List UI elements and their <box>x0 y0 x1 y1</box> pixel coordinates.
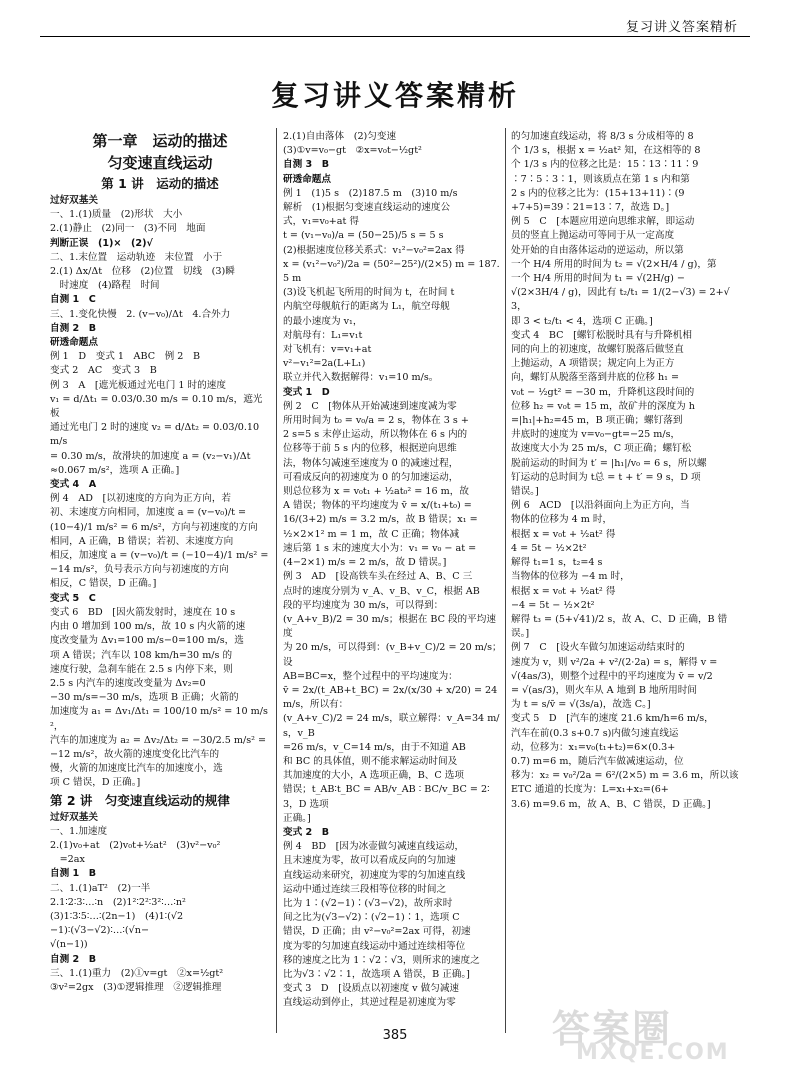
section-label: 判断正误 (1)× (2)√ <box>50 237 153 249</box>
answer-line: +7+5)=39∶21=13∶7，故选 D。] <box>511 202 670 214</box>
section-label: 研透命题点 <box>283 173 331 185</box>
answer-line: 三、1.(1)重力 (2)①v=gt ②x=½gt² <box>50 967 224 979</box>
answer-line: 段的平均速度为 30 m/s，可以得到： <box>283 599 444 611</box>
answer-line: (3)①v=v₀−gt ②x=v₀t−½gt² <box>283 145 422 157</box>
answer-line: 上抛运动，A 项错误；规定向上为正方 <box>511 358 675 370</box>
answer-line: 故速度大小为 25 m/s，C 项正确；螺钉松 <box>511 443 692 455</box>
answer-line: 一、1.(1)质量 (2)形状 大小 <box>50 209 183 221</box>
answer-line: 变式 4 BC [螺钉松脱时具有与升降机相 <box>511 329 692 341</box>
section-label: 过好双基关 <box>50 811 98 823</box>
answer-line: 例 2 C [物体从开始减速到速度减为零 <box>283 400 457 412</box>
answer-line: −4 = 5t − ½×2t² <box>511 599 595 611</box>
answer-line: 加速度为 a₁ = Δv₁/Δt₁ = 100/10 m/s² = 10 m/s²， <box>50 706 268 732</box>
answer-line: =|h₁|+h₂=45 m，B 项正确；螺钉落到 <box>511 415 683 427</box>
answer-line: 脱前运动的时间为 t′ = |h₁|/v₀ = 6 s，所以螺 <box>511 457 707 469</box>
answer-line: 和 BC 的具体值，则不能求解运动时间及 <box>283 755 458 767</box>
column-divider-1 <box>276 128 277 1033</box>
answer-line: 项 C 错误，D 正确。] <box>50 777 141 789</box>
answer-line: 移为：x₂ = v₀²/2a = 6²/(2×5) m = 3.6 m，所以该 <box>511 770 739 782</box>
answer-line: 的最小速度为 v₁， <box>283 315 363 327</box>
answer-line: 解析 (1)根据匀变速直线运动的速度公 <box>283 202 451 214</box>
answer-line: 例 7 C [设火车做匀加速运动结束时的 <box>511 642 685 654</box>
answer-line: (2)根据速度位移关系式：v₁²−v₀²=2ax 得 <box>283 244 465 256</box>
answer-line: 位移 h₂ = v₀t = 15 m，故矿井的深度为 h <box>511 400 695 412</box>
answer-line: 根据 x = v₀t + ½at² 得 <box>511 585 616 597</box>
answer-line: t = (v₁−v₀)/a = (50−25)/5 s = 5 s <box>283 230 444 242</box>
answer-line: −1)∶(√3−√2)∶…∶(√n− <box>50 925 150 937</box>
section-label: 自测 1 B <box>50 868 97 880</box>
answer-line: 例 3 A [遮光板通过光电门 1 时的速度 <box>50 379 226 391</box>
running-header <box>0 0 790 40</box>
answer-line: 通过光电门 2 时的速度 v₂ = d/Δt₂ = 0.03/0.10 m/s <box>50 422 263 448</box>
answer-line: 联立并代入数据解得：v₁=10 m/s。 <box>283 372 439 384</box>
answer-line: 点时的速度分别为 v_A、v_B、v_C，根据 AB <box>283 585 480 597</box>
answer-line: v₁ = d/Δt₁ = 0.03/0.30 m/s = 0.10 m/s，遮光板 <box>50 393 263 420</box>
answer-line: 例 3 AD [设高铁车头在经过 A、B、C 三 <box>283 571 473 583</box>
answer-line: 错误；t_AB∶t_BC = AB/v_AB ∶ BC/v_BC = 2∶3，D 选项 <box>283 784 490 810</box>
answer-line: 变式 3 D [设质点以初速度 v 做匀减速 <box>283 983 460 995</box>
answer-line: 项 A 错误；汽车以 108 km/h=30 m/s 的 <box>50 649 233 661</box>
answer-line: 4 = 5t − ½×2t² <box>511 542 587 554</box>
answer-line: 且末速度为零，故可以看成反向的匀加速 <box>283 855 456 867</box>
answer-line: 16/(3+2) m/s = 3.2 m/s，故 B 错误；x₁ = <box>283 514 478 526</box>
answer-line: 移的速度之比为 1∶√2∶√3，则所求的速度之 <box>283 954 480 966</box>
answer-line: 2.(1)静止 (2)同一 (3)不同 地面 <box>50 223 206 235</box>
answer-line: 同的向上的初速度，故螺钉脱落后做竖直 <box>511 344 684 356</box>
answer-line: 个 1/3 s 内的位移之比是：15∶13∶11∶9 <box>511 159 699 171</box>
answer-line: 2.(1) Δx/Δt 位移 (2)位置 切线 (3)瞬 <box>50 266 235 278</box>
answer-line: 直线运动来研究，初速度为零的匀加速直线 <box>283 869 466 881</box>
answer-line: 的匀加速直线运动，将 8/3 s 分成相等的 8 <box>511 131 694 142</box>
answer-line: =2ax <box>50 854 85 866</box>
answer-line: 2.1∶2∶3∶…∶n (2)1²∶2²∶3²∶…∶n² <box>50 896 186 908</box>
section-label: 自测 1 C <box>50 294 96 306</box>
answer-line: 变式 5 D [汽车的速度 21.6 km/h=6 m/s， <box>511 713 714 725</box>
answer-line: 位移等于前 5 s 内的位移，根据逆向思维 <box>283 443 457 455</box>
chapter-heading: 第一章 运动的描述 <box>92 132 228 150</box>
answer-line: v²−v₁²=2a(L+L₁) <box>283 358 366 370</box>
section-label: 变式 4 A <box>50 479 97 491</box>
answer-line: 则总位移为 x = v₀t₁ + ½at₀² = 16 m，故 <box>283 486 469 498</box>
answer-line: 初、末速度方向相同，加速度 a = (v−v₀)/t = <box>50 507 247 519</box>
answer-line: 相反，加速度 a = (v−v₀)/t = (−10−4)/1 m/s² = <box>50 550 269 562</box>
answer-line: 解得 t₃ = (5+√41)/2 s，故 A、C、D 正确，B 错 <box>511 613 728 625</box>
answer-line: (4−2×1) m/s = 2 m/s，故 D 错误。] <box>283 557 447 569</box>
watermark-logo <box>552 998 762 1068</box>
answer-line: 一、1.加速度 <box>50 825 108 837</box>
answer-line: 2 s 内的位移之比为：(15+13+11)∶(9 <box>511 187 685 199</box>
answer-line: 物体的位移为 4 m 时， <box>511 514 613 526</box>
answer-line: 对航母有：L₁=v₁t <box>283 329 363 341</box>
answer-line: ETC 通道的长度为：L=x₁+x₂=(6+ <box>511 784 669 796</box>
answer-line: 所用时间为 t₀ = v₀/a = 2 s，物体在 3 s + <box>283 415 469 427</box>
answer-line: (3)1∶3∶5∶…∶(2n−1) (4)1∶(√2 <box>50 910 184 922</box>
answer-line: = 0.30 m/s，故滑块的加速度 a = (v₂−v₁)/Δt <box>50 450 251 462</box>
answer-line: 二、1.末位置 运动轨迹 末位置 小于 <box>50 251 223 263</box>
answer-line: 式，v₁=v₀+at 得 <box>283 216 360 228</box>
answer-line: 速后第 1 s 末的速度大小为：v₁ = v₀ − at = <box>283 542 477 554</box>
page-title: 复习讲义答案精析 <box>270 79 519 112</box>
section-label: 研透命题点 <box>50 337 98 349</box>
section-label: 自测 2 B <box>50 322 97 334</box>
answer-line: 运动中通过连续三段相等位移的时间之 <box>283 883 447 895</box>
section-label: 变式 1 D <box>283 386 330 398</box>
section-label: 自测 2 B <box>50 953 97 965</box>
answer-line: √(n−1)) <box>50 939 88 951</box>
answer-line: 内航空母舰航行的距离为 L₁，航空母舰 <box>283 301 450 313</box>
answer-line: 错误。] <box>511 486 539 498</box>
answer-line: 一个 H/4 所用的时间为 t₂ = √(2×H/4 / g)，第 <box>511 258 717 270</box>
column-divider-2 <box>505 128 506 1033</box>
column-left <box>50 130 270 995</box>
answer-line: 一个 H/4 所用的时间为 t₁ = √(2H/g) − <box>511 273 685 285</box>
answer-line: √(2×3H/4 / g)，因此有 t₂/t₁ = 1/(2−√3) = 2+√3， <box>511 287 730 313</box>
answer-line: 例 5 C [本题应用逆向思维求解，即运动 <box>511 216 695 228</box>
answer-line: 正确。] <box>283 812 311 824</box>
lesson-heading: 第 2 讲 匀变速直线运动的规律 <box>50 792 230 808</box>
answer-line: 根据 x = v₀t + ½at² 得 <box>511 528 616 540</box>
answer-line: 比为 1∶(√2−1)∶(√3−√2)，故所求时 <box>283 897 453 909</box>
answer-line: 处开始的自由落体运动的逆运动，所以第 <box>511 244 684 256</box>
answer-line: 例 4 BD [因为冰壶做匀减速直线运动， <box>283 841 465 853</box>
answer-line: √(4as/3)，则整个过程中的平均速度为 v̄ = v/2 <box>511 670 713 682</box>
answer-line: 速度为 v，则 v²/2a + v²/(2·2a) = s，解得 v = <box>511 656 718 668</box>
answer-line: 为 t = s/v̄ = √(3s/a)，故选 C。] <box>511 699 651 711</box>
column-right <box>511 130 739 812</box>
answer-line: 员的竖直上抛运动可等同于从一定高度 <box>511 230 675 242</box>
header-rule <box>40 36 750 37</box>
answer-line: 汽车在前(0.3 s+0.7 s)内做匀速直线运 <box>511 727 679 739</box>
answer-line: 3.6) m=9.6 m，故 A、B、C 错误，D 正确。] <box>511 798 711 810</box>
answer-line: 误。] <box>511 628 530 640</box>
answer-line: 对飞机有：v=v₁+at <box>283 344 372 356</box>
answer-line: 即 3 < t₂/t₁ < 4，选项 C 正确。] <box>511 315 653 327</box>
column-middle <box>283 130 503 1011</box>
answer-line: = √(as/3)，则火车从 A 地到 B 地所用时间 <box>511 684 697 696</box>
answer-line: 相同，A 正确，B 错误；若初、末速度方向 <box>50 535 234 547</box>
answer-line: 例 6 ACD [以沿斜面向上为正方向，当 <box>511 500 690 512</box>
page-number: 385 <box>382 1028 408 1043</box>
answer-line: 解得 t₁=1 s，t₂=4 s <box>511 557 603 569</box>
answer-line: 间之比为(√3−√2)∶(√2−1)∶1，选项 C <box>283 912 460 924</box>
answer-line: =26 m/s，v_C=14 m/s，由于不知道 AB <box>283 741 466 753</box>
answer-line: 向，螺钉从脱落至落到井底的位移 h₁ = <box>511 372 680 384</box>
answer-line: 当物体的位移为 −4 m 时， <box>511 571 630 583</box>
answer-line: 时速度 (4)路程 时间 <box>50 280 160 292</box>
answer-line: (10−4)/1 m/s² = 6 m/s²，方向与初速度的方向 <box>50 521 258 533</box>
answer-line: 汽车的加速度为 a₂ = Δv₂/Δt₂ = −30/2.5 m/s² = <box>50 734 267 746</box>
section-label: 变式 2 B <box>283 826 330 838</box>
answer-line: ≈0.067 m/s²，选项 A 正确。] <box>50 464 180 476</box>
section-label: 变式 5 C <box>50 592 96 604</box>
answer-line: 错误，D 正确；由 v²−v₀²=2ax 可得，初速 <box>283 926 471 938</box>
answer-line: v₀t − ½gt² = −30 m，升降机这段时间的 <box>511 386 695 398</box>
answer-line: 内由 0 增加到 100 m/s，故 10 s 内火箭的速 <box>50 621 246 633</box>
answer-line: (3)设飞机起飞所用的时间为 t，在时间 t <box>283 287 455 299</box>
chapter-heading: 匀变速直线运动 <box>107 154 213 172</box>
running-header-title: 复习讲义答案精析 <box>625 20 738 35</box>
answer-line: −14 m/s²，负号表示方向与初速度的方向 <box>50 564 229 576</box>
answer-line: 比为√3∶√2∶1，故选项 A 错误，B 正确。] <box>283 968 470 980</box>
answer-line: 个 1/3 s，根据 x = ½at² 知，在这相等的 8 <box>511 145 701 157</box>
answer-line: 三、1.变化快慢 2. (v−v₀)/Δt 4.合外力 <box>50 308 231 320</box>
answer-line: 可看成反向的初速度为 0 的匀加速运动， <box>283 471 459 483</box>
watermark-url: MXQE.COM <box>576 1040 730 1065</box>
answer-line: 例 1 (1)5 s (2)187.5 m (3)10 m/s <box>283 187 458 199</box>
answer-line: 速度行驶，急刹车能在 2.5 s 内停下来，则 <box>50 663 233 675</box>
answer-line: 井底时的速度为 v=v₀−gt=−25 m/s， <box>511 429 681 441</box>
answer-line: 例 1 D 变式 1 ABC 例 2 B <box>50 351 201 363</box>
answer-line: 法，物体匀减速至速度为 0 的减速过程， <box>283 457 459 469</box>
answer-line: AB=BC=x，整个过程中的平均速度为： <box>283 670 458 682</box>
answer-line: 二、1.(1)aT² (2)一半 <box>50 882 151 894</box>
answer-line: 2 s=5 s 末停止运动，所以物体在 6 s 内的 <box>283 429 468 441</box>
answer-line: 0.7) m=6 m，随后汽车做减速运动，位 <box>511 755 684 767</box>
answer-line: (v_A+v_C)/2 = 24 m/s，联立解得：v_A=34 m/s，v_B <box>283 713 500 739</box>
answer-line: 例 4 AD [以初速度的方向为正方向，若 <box>50 493 232 505</box>
answer-line: 变式 6 BD [因火箭发射时，速度在 10 s <box>50 606 236 618</box>
answer-line: −12 m/s²，故火箭的速度变化比汽车的 <box>50 748 220 760</box>
answer-line: v̄ = 2x/(t_AB+t_BC) = 2x/(x/30 + x/20) = 24 m/s，所以有： <box>283 684 501 711</box>
answer-line: 动，位移为：x₁=v₀(t₁+t₂)=6×(0.3+ <box>511 741 676 753</box>
answer-line: ½×2×1² m = 1 m，故 C 正确；物体减 <box>283 528 460 540</box>
answer-line: 慢，火箭的加速度比汽车的加速度小，选 <box>50 763 223 775</box>
answer-line: 其加速度的大小，A 选项正确，B、C 选项 <box>283 770 464 782</box>
answer-line: −30 m/s=−30 m/s，选项 B 正确；火箭的 <box>50 692 239 704</box>
section-label: 自测 3 B <box>283 159 330 171</box>
answer-line: 钉运动的总时间为 t总 = t + t′ = 9 s，D 项 <box>511 471 701 483</box>
answer-line: 2.5 s 内汽车的速度改变量为 Δv₂=0 <box>50 677 206 689</box>
answer-line: ∶7∶5∶3∶1，则该质点在第 1 s 内和第 <box>511 173 690 185</box>
answer-line: ③v²=2gx (3)①逻辑推理 ②逻辑推理 <box>50 981 222 993</box>
section-label: 过好双基关 <box>50 195 98 206</box>
answer-line: (v_A+v_B)/2 = 30 m/s；根据在 BC 段的平均速度 <box>283 613 496 640</box>
answer-line: 2.(1)v₀+at (2)v₀t+½at² (3)v²−v₀² <box>50 839 221 851</box>
answer-line: 度改变量为 Δv₁=100 m/s−0=100 m/s，选 <box>50 635 244 647</box>
answer-line: 2.(1)自由落体 (2)匀变速 <box>283 131 397 142</box>
watermark-logo-text: 答案圈 <box>552 1007 673 1051</box>
answer-line: x = (v₁²−v₀²)/2a = (50²−25²)/(2×5) m = 187.5 m <box>283 258 500 285</box>
answer-line: 相反，C 错误，D 正确。] <box>50 578 157 590</box>
answer-line: 度为零的匀加速直线运动中通过连续相等位 <box>283 940 466 952</box>
answer-line: 变式 2 AC 变式 3 B <box>50 365 157 377</box>
lesson-heading: 第 1 讲 运动的描述 <box>101 176 219 191</box>
answer-line: A 错误；物体的平均速度为 v̄ = x/(t₁+t₀) = <box>283 500 472 512</box>
answer-line: 直线运动到停止，其逆过程是初速度为零 <box>283 997 456 1009</box>
answer-line: 为 20 m/s，可以得到：(v_B+v_C)/2 = 20 m/s；设 <box>283 642 502 668</box>
